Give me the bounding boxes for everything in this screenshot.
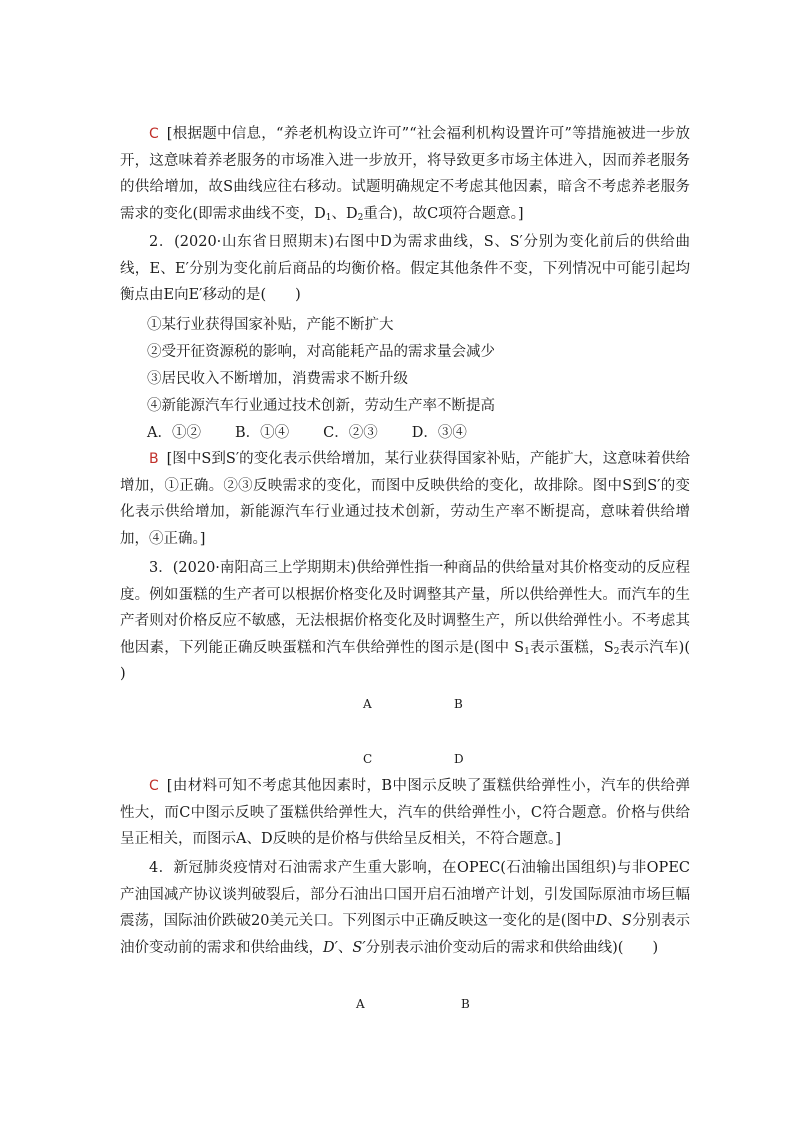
subscript: 2 — [613, 646, 620, 657]
subscript: 2 — [357, 212, 364, 223]
var-s: S — [621, 913, 632, 929]
q3-answer-paragraph — [120, 773, 690, 853]
q1-answer-paragraph — [120, 121, 690, 227]
q2-option-4: ④新能源汽车行业通过技术创新，劳动生产率不断提高 — [147, 398, 495, 414]
question-text: 2．(2020·山东省日照期末)右图中D为需求曲线，S、S′分别为变化前后的供给曲线，E、E′分别为变化前后商品的均衡价格。假定其他条件不变，下列情况中可能引起均衡点由E向E′移动的是( ) — [120, 234, 690, 303]
q2-option-1: ①某行业获得国家补贴，产能不断扩大 — [147, 317, 394, 333]
var-d-prime: D′ — [323, 939, 338, 956]
answer-text: [图中S到S′的变化表示供给增加，某行业获得国家补贴，产能扩大，这意味着供给增加，①正确。②③反映需求的变化，而图中反映供给的变化，故排除。图中S到S′的变化表示供给增加，新能源汽车行业通过技术创新，劳动生产率不断提高，意味着供给增加，④正确。] — [120, 451, 690, 547]
choice-b: B．①④ — [234, 425, 290, 441]
question-text: 4．新冠肺炎疫情对石油需求产生重大影响，在OPEC(石油输出国组织)与非OPEC产油国减产协议谈判破裂后，部分石油出口国开启石油增产计划，引发国际原油市场巨幅震荡，国际油价跌破20美元关口。下列图示中正确反映这一变化的是(图中 — [120, 860, 690, 929]
var-d: D — [595, 913, 608, 929]
q4-stem — [120, 855, 690, 961]
figure-label-b: B — [461, 997, 470, 1011]
q2-option-2: ②受开征资源税的影响，对高能耗产品的需求量会减少 — [147, 344, 495, 360]
answer-text: [根据题中信息，“养老机构设立许可”“社会福利机构设置许可”等措施被进一步放开，这意味着养老服务的市场准入进一步放开，将导致更多市场主体进入，因而养老服务的供给增加，故S曲线应往右移动。试题明确规定不考虑其他因素，暗含不考虑养老服务需求的变化(即需求曲线不变，D — [120, 126, 690, 222]
question-text: 3．(2020·南阳高三上学期期末)供给弹性指一种商品的供给量对其价格变动的反应程度。例如蛋糕的生产者可以根据价格变化及时调整其产量，所以供给弹性大。而汽车的生产者则对价格反应不敏感，无法根据价格变化及时调整生产，所以供给弹性小。不考虑其他因素，下列能正确反映蛋糕和汽车供给弹性的图示是(图中 S — [120, 560, 690, 656]
subscript: 1 — [325, 212, 332, 223]
question-text-mid: 分别表示油价变动前的需求和供给曲线， — [120, 913, 691, 956]
figure-label-b: B — [454, 697, 463, 711]
figure-label-c: C — [363, 752, 373, 766]
answer-letter: B — [149, 451, 159, 467]
question-text-end: 分别表示油价变动后的需求和供给曲线)( ) — [365, 939, 659, 956]
q2-answer-paragraph — [120, 446, 690, 552]
question-text-end: 表示汽车)( ) — [120, 639, 719, 682]
figure-label-d: D — [454, 752, 464, 766]
answer-text-end: 重合)，故C项符合题意。] — [363, 205, 524, 222]
q2-option-3: ③居民收入不断增加，消费需求不断升级 — [147, 371, 408, 387]
figure-label-a: A — [363, 697, 372, 711]
answer-text-mid: 、D — [331, 205, 358, 222]
answer-text: [由材料可知不考虑其他因素时，B中图示反映了蛋糕供给弹性小，汽车的供给弹性大，而C中图示反映了蛋糕供给弹性大，汽车的供给弹性小，C符合题意。价格与供给呈正相关，而图示A、D反映的是价格与供给呈反相关，不符合题意。] — [120, 778, 690, 847]
choice-c: C．②③ — [323, 425, 378, 441]
sep: 、 — [337, 939, 353, 956]
figure-label-a: A — [356, 997, 365, 1011]
answer-letter: C — [149, 778, 159, 794]
answer-letter: C — [149, 126, 159, 142]
sep: 、 — [607, 913, 622, 929]
q2-stem — [120, 229, 690, 309]
subscript: 1 — [524, 646, 530, 657]
choice-a: A．①② — [147, 425, 201, 441]
choice-d: D．③④ — [411, 425, 467, 441]
q3-stem — [120, 555, 719, 688]
q2-choices — [147, 420, 467, 446]
var-s-prime: S′ — [352, 939, 366, 956]
question-text-mid: 表示蛋糕，S — [529, 639, 614, 656]
